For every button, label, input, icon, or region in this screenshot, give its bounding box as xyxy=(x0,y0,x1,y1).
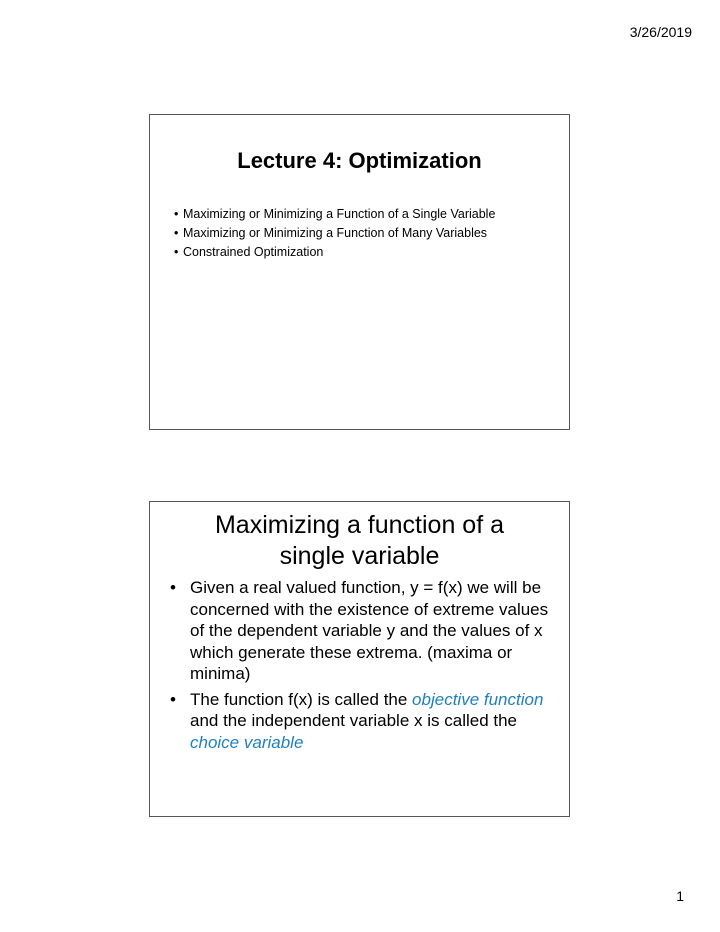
slide-1-bullet: • Maximizing or Minimizing a Function of Many Variables xyxy=(174,224,569,243)
choice-variable-term: choice variable xyxy=(190,732,304,752)
slide-2 xyxy=(149,501,570,817)
bullet-2-text-part-1: The function f(x) is called the xyxy=(190,689,413,709)
slide-1-bullet: • Constrained Optimization xyxy=(174,243,569,262)
slide-2-title xyxy=(150,510,569,572)
slide-2-bullet-1: • Given a real valued function, y = f(x) we will be concerned with the existence of extreme values of the dependent variable y and the values of x which generate these extrema. (maxima or minima) xyxy=(150,577,569,685)
slide-2-bullet-2 xyxy=(150,689,569,754)
slide-2-title-line-2: single variable xyxy=(279,542,440,570)
slide-1 xyxy=(149,114,570,430)
objective-function-term: objective function xyxy=(412,689,544,709)
header-date: 3/26/2019 xyxy=(629,24,692,40)
slide-1-title: Lecture 4: Optimization xyxy=(237,148,482,173)
slide-1-bullet: • Maximizing or Minimizing a Function of a Single Variable xyxy=(174,205,569,224)
page-number: 1 xyxy=(676,888,684,904)
slide-2-bullet-list xyxy=(150,577,569,753)
bullet-2-text-part-2: and the independent variable x is called the xyxy=(190,711,518,730)
slide-2-title-line-1: Maximizing a function of a xyxy=(214,511,505,539)
slide-1-bullet-list xyxy=(150,205,569,262)
